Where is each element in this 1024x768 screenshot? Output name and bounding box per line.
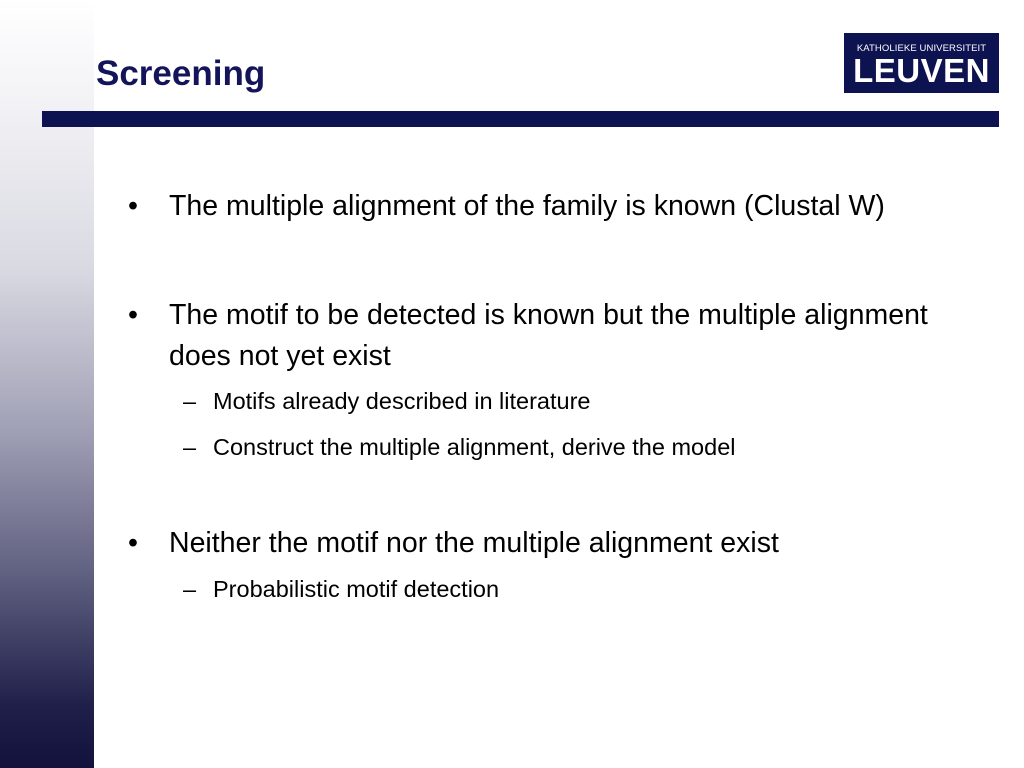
sub-bullet-marker: – [183, 576, 197, 602]
bullet-text: Neither the motif nor the multiple alignment exist [169, 527, 779, 559]
bullet-text: The motif to be detected is known but the multiple alignment does not yet exist [169, 299, 928, 372]
logo-city-name: LEUVEN [853, 52, 990, 89]
sub-bullet-item [128, 386, 988, 416]
logo-university-name: KATHOLIEKE UNIVERSITEIT [856, 43, 987, 54]
bullet-marker: • [128, 190, 138, 222]
slide-content [128, 186, 988, 604]
sub-bullet-text: Probabilistic motif detection [213, 576, 500, 602]
sub-bullet-text: Motifs already described in literature [213, 388, 591, 414]
bullet-item [128, 523, 988, 564]
bullet-item [128, 186, 988, 227]
sub-bullet-item [128, 574, 988, 604]
university-logo [844, 33, 999, 93]
sub-bullet-item [128, 432, 988, 462]
header-divider [42, 111, 999, 127]
bullet-marker: • [128, 299, 138, 331]
bullet-text: The multiple alignment of the family is known (Clustal W) [169, 190, 885, 222]
bullet-marker: • [128, 527, 138, 559]
sub-bullet-marker: – [183, 434, 197, 460]
sub-bullet-marker: – [183, 388, 197, 414]
sub-bullet-text: Construct the multiple alignment, derive the model [213, 434, 736, 460]
bullet-item [128, 295, 988, 377]
slide-title: Screening [96, 54, 266, 93]
